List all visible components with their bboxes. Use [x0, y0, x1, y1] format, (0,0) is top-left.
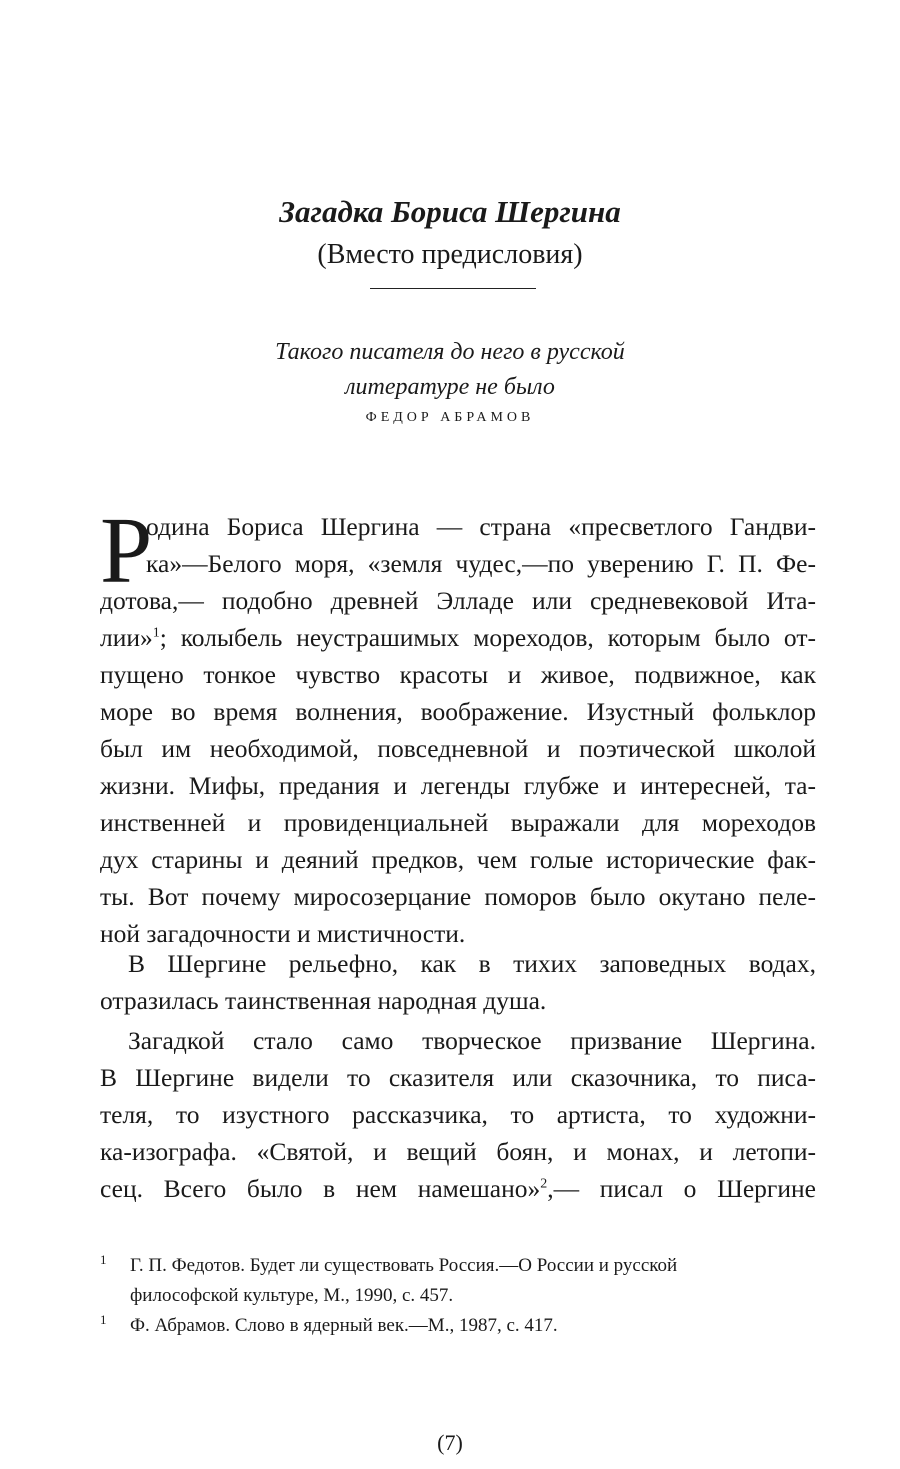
p3-line-5 [100, 1170, 816, 1207]
footnotes [100, 1251, 816, 1341]
p3-line-3: теля, то изустного рассказчика, то артиста, то художни- [100, 1100, 816, 1129]
paragraph-3 [100, 1022, 816, 1207]
p1-line-10: дух старины и деяний предков, чем голые исторические фак- [100, 845, 816, 874]
p3-line-1: Загадкой стало само творческое призвание Шергина. [128, 1026, 816, 1055]
p3-line-4: ка-изографа. «Святой, и вещий боян, и монах, и летопи- [100, 1137, 816, 1166]
p1-line-5: пущено тонкое чувство красоты и живое, подвижное, как [100, 660, 816, 689]
footnote-ref-2[interactable]: 2 [540, 1176, 548, 1192]
p3-line-5-start: сец. Всего было в нем намешано» [100, 1174, 541, 1203]
footnote-2-number: 1 [100, 1312, 107, 1327]
p1-line-1: одина Бориса Шергина — страна «пресветлого Гандви- [146, 512, 816, 541]
epigraph-line-1: Такого писателя до него в русской [275, 339, 625, 365]
p1-line-8: жизни. Мифы, предания и легенды глубже и интересней, та- [100, 771, 816, 800]
p2-line-1: В Шергине рельефно, как в тихих заповедных водах, [128, 949, 816, 978]
p1-line-12: ной загадочности и мистичности. [100, 919, 466, 948]
footnote-2-line-1: Ф. Абрамов. Слово в ядерный век.—М., 1987, с. 417. [130, 1315, 558, 1336]
footnote-1-line-1: Г. П. Федотов. Будет ли существовать Россия.—О России и русской [130, 1255, 678, 1276]
p1-line-4-end: ; колыбель неустрашимых мореходов, которым было от- [159, 623, 816, 652]
p1-line-4-start: лии» [100, 623, 153, 652]
p1-line-4 [100, 619, 816, 656]
paragraph-2 [100, 945, 816, 1019]
page-number: (7) [437, 1430, 463, 1455]
p1-line-7: был им необходимой, повседневной и поэтической школой [100, 734, 816, 763]
p1-line-11: ты. Вот почему миросозерцание поморов было окутано пеле- [100, 882, 816, 911]
chapter-subtitle: (Вместо предисловия) [317, 239, 583, 270]
p1-line-3: дотова,— подобно древней Элладе или средневековой Ита- [100, 586, 816, 615]
epigraph-author: ФЕДОР АБРАМОВ [365, 410, 535, 425]
p2-line-2: отразилась таинственная народная душа. [100, 986, 547, 1015]
footnote-1 [100, 1251, 816, 1311]
footnote-ref-1[interactable]: 1 [152, 625, 160, 641]
p3-line-5-end: ,— писал о Шергине [547, 1174, 816, 1203]
epigraph [0, 335, 900, 405]
p1-line-6: море во время волнения, воображение. Изустный фольклор [100, 697, 816, 726]
footnote-1-number: 1 [100, 1252, 107, 1267]
p3-line-2: В Шергине видели то сказителя или сказочника, то писа- [100, 1063, 816, 1092]
p1-line-2: ка»—Белого моря, «земля чудес,—по уверению Г. П. Фе- [146, 549, 816, 578]
paragraph-1 [100, 499, 816, 952]
title-divider [370, 288, 536, 289]
chapter-title: Загадка Бориса Шергина [279, 194, 621, 229]
epigraph-line-2: литературе не было [345, 374, 555, 400]
drop-cap: Р [100, 499, 153, 603]
footnote-2 [100, 1311, 816, 1341]
footnote-1-line-2: философской культуре, М., 1990, с. 457. [130, 1285, 454, 1306]
p1-line-9: инственней и провиденциальней выражали для мореходов [100, 808, 816, 837]
